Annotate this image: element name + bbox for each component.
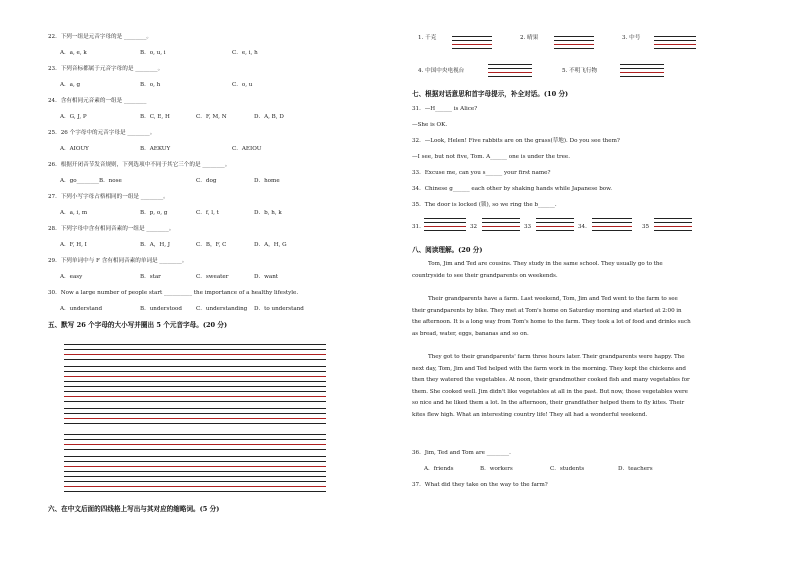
q22-option-c: C．e, i, h (232, 50, 258, 56)
answer-33-lines[interactable] (536, 218, 574, 234)
passage-paragraph-2: Their grandparents have a farm. Last weekend, Tom, Jim and Ted went to the farm to see their grandparents by bike. They met at Tom's home on Saturday morning and started at 2:00 in the afternoon. It is a long way from Tom's home to the farm. They took a lot of food and drinks such as bread, water, eggs, bananas and so on. (412, 296, 691, 337)
q30-option-d: D．to understand (254, 306, 304, 312)
writing-lines-4[interactable] (64, 408, 326, 428)
q22-option-b: B．o, u, i (140, 50, 166, 56)
q27-stem: 27．下列小写字母占格相同的一组是 ________。 (48, 194, 169, 200)
q36-stem: 36．Jim, Ted and Tom are ________. (412, 450, 511, 456)
q25-option-a: A．AIOUY (60, 146, 89, 152)
q26-option-ab: A．go________B．nose (60, 178, 122, 184)
q27-option-d: D．b, h, k (254, 210, 282, 216)
q36-option-c: C．students (550, 466, 585, 472)
q24-option-a: A．G, J, P (60, 114, 87, 120)
q23-option-b: B．o, h (140, 82, 161, 88)
q29-option-c: C．sweater (196, 274, 229, 280)
abbr-answer-lines-2[interactable] (554, 36, 594, 52)
passage-paragraph-3: They got to their grandparents' farm three hours later. Their grandparents were happy. The next day, Tom, Jim and Ted helped with the farm work in the morning. They kept the chickens and then they watered the vegetables. At noon, their grandmother cooked fish and many vegetables for them. She cooked well. Jim didn't like vegetables at all in the past. But now, those vegetables were so nice and he liked them a lot. In the afternoon, their grandfather helped them to fly kites. Their kites flew high. What an interesting country life! They all had a wonderful weekend. (412, 354, 690, 418)
q28-option-d: D．A，H, G (254, 242, 287, 248)
writing-lines-3[interactable] (64, 386, 326, 406)
q30-option-c: C．understanding (196, 306, 248, 312)
q25-option-b: B．AEKUY (140, 146, 171, 152)
q26-option-c: C．dog (196, 178, 217, 184)
q28-stem: 28．下列字母中含有相同音素的一组是 ________。 (48, 226, 175, 232)
q24-option-c: C．F, M, N (196, 114, 227, 120)
q22-stem: 22．下列一组是元音字母的是 ________。 (48, 34, 152, 40)
dialogue-31: 31．—H______ is Alice? (412, 106, 478, 112)
q30-option-b: B．understood (140, 306, 182, 312)
q26-option-d: D．home (254, 178, 280, 184)
q28-option-b: B．A，H, J (140, 242, 171, 248)
dialogue-33: 33．Excuse me, can you s______ your first name? (412, 170, 551, 176)
dialogue-31-reply: —She is OK. (412, 122, 448, 128)
q27-option-b: B．p, o, g (140, 210, 168, 216)
abbr-item-3: 3. 中号 (622, 35, 641, 41)
dialogue-35: 35．The door is locked (锁), so we ring the b______. (412, 202, 557, 208)
dialogue-34: 34．Chinese g______ each other by shaking hands while Japanese bow. (412, 186, 613, 192)
q24-option-d: D．A, B, D (254, 114, 284, 120)
q24-option-b: B．C, E, H (140, 114, 170, 120)
answer-31-label: 31. (412, 224, 421, 230)
answer-32-label: 32 (470, 224, 478, 230)
q23-option-c: C．o, u (232, 82, 253, 88)
q28-option-c: C．B，F, C (196, 242, 227, 248)
q23-stem: 23．下列音标都属于元音字母的是 ________。 (48, 66, 164, 72)
q26-stem: 26．根据开闭音节发音规则，下列选项中不同于其它三个的是 ________。 (48, 162, 231, 168)
q36-option-b: B．workers (480, 466, 513, 472)
q29-option-a: A．easy (60, 274, 83, 280)
q36-option-a: A．friends (424, 466, 454, 472)
abbr-answer-lines-4[interactable] (488, 64, 532, 80)
q30-stem: 30．Now a large number of people start __________ the importance of a healthy lifestyle. (48, 290, 299, 296)
q37-stem: 37．What did they take on the way to the farm? (412, 482, 548, 488)
writing-lines-2[interactable] (64, 366, 326, 386)
answer-35-label: 35 (642, 224, 650, 230)
writing-lines-5[interactable] (64, 434, 326, 454)
answer-35-lines[interactable] (654, 218, 692, 234)
q22-option-a: A．a, e, k (60, 50, 87, 56)
q28-option-a: A．F, H, I (60, 242, 87, 248)
abbr-item-2: 2. 晴果 (520, 35, 539, 41)
q29-stem: 29．下列单词中与 F 含有相同音素的单词是 ________。 (48, 258, 188, 264)
abbr-answer-lines-5[interactable] (620, 64, 664, 80)
q27-option-a: A．a, i, m (60, 210, 88, 216)
writing-lines-6[interactable] (64, 456, 326, 476)
dialogue-32-reply: —I see, but not five, Tom. A______ one is under the tree. (412, 154, 571, 160)
answer-33-label: 33 (524, 224, 532, 230)
abbr-item-5: 5. 不明飞行物 (562, 68, 598, 74)
q24-stem: 24．含有相同元音素的一组是 ________ (48, 98, 147, 104)
abbr-item-1: 1. 千克 (418, 35, 437, 41)
answer-34-label: 34. (578, 224, 587, 230)
dialogue-32: 32．—Look, Helen! Five rabbits are on the grass(草地). Do you see them? (412, 138, 620, 144)
writing-lines-7[interactable] (64, 476, 326, 496)
q25-stem: 25．26 个字母中的元音字母是 ________。 (48, 130, 156, 136)
section8-heading: 八、阅读理解。(20 分) (412, 246, 483, 254)
answer-34-lines[interactable] (592, 218, 632, 234)
section5-heading: 五、默写 26 个字母的大小写并圈出 5 个元音字母。(20 分) (48, 321, 228, 329)
q29-option-d: D．want (254, 274, 279, 280)
answer-32-lines[interactable] (482, 218, 520, 234)
abbr-answer-lines-1[interactable] (452, 36, 492, 52)
abbr-answer-lines-3[interactable] (654, 36, 696, 52)
section7-heading: 七、根据对话意思和首字母提示，补全对话。(10 分) (412, 90, 569, 98)
answer-31-lines[interactable] (424, 218, 466, 234)
passage-paragraph-1: Tom, Jim and Ted are cousins. They study in the same school. They usually go to the countryside to see their grandparents on weekends. (412, 261, 663, 279)
q36-option-d: D．teachers (618, 466, 653, 472)
q29-option-b: B．star (140, 274, 161, 280)
section6-heading: 六、在中文后面的四线格上写出与其对应的缩略词。(5 分) (48, 505, 220, 513)
abbr-item-4: 4. 中国中央电视台 (418, 68, 465, 74)
q27-option-c: C．f, l, t (196, 210, 219, 216)
q23-option-a: A．a, g (60, 82, 81, 88)
q30-option-a: A．understand (60, 306, 103, 312)
q25-option-c: C．AEIOU (232, 146, 262, 152)
writing-lines-1[interactable] (64, 344, 326, 364)
